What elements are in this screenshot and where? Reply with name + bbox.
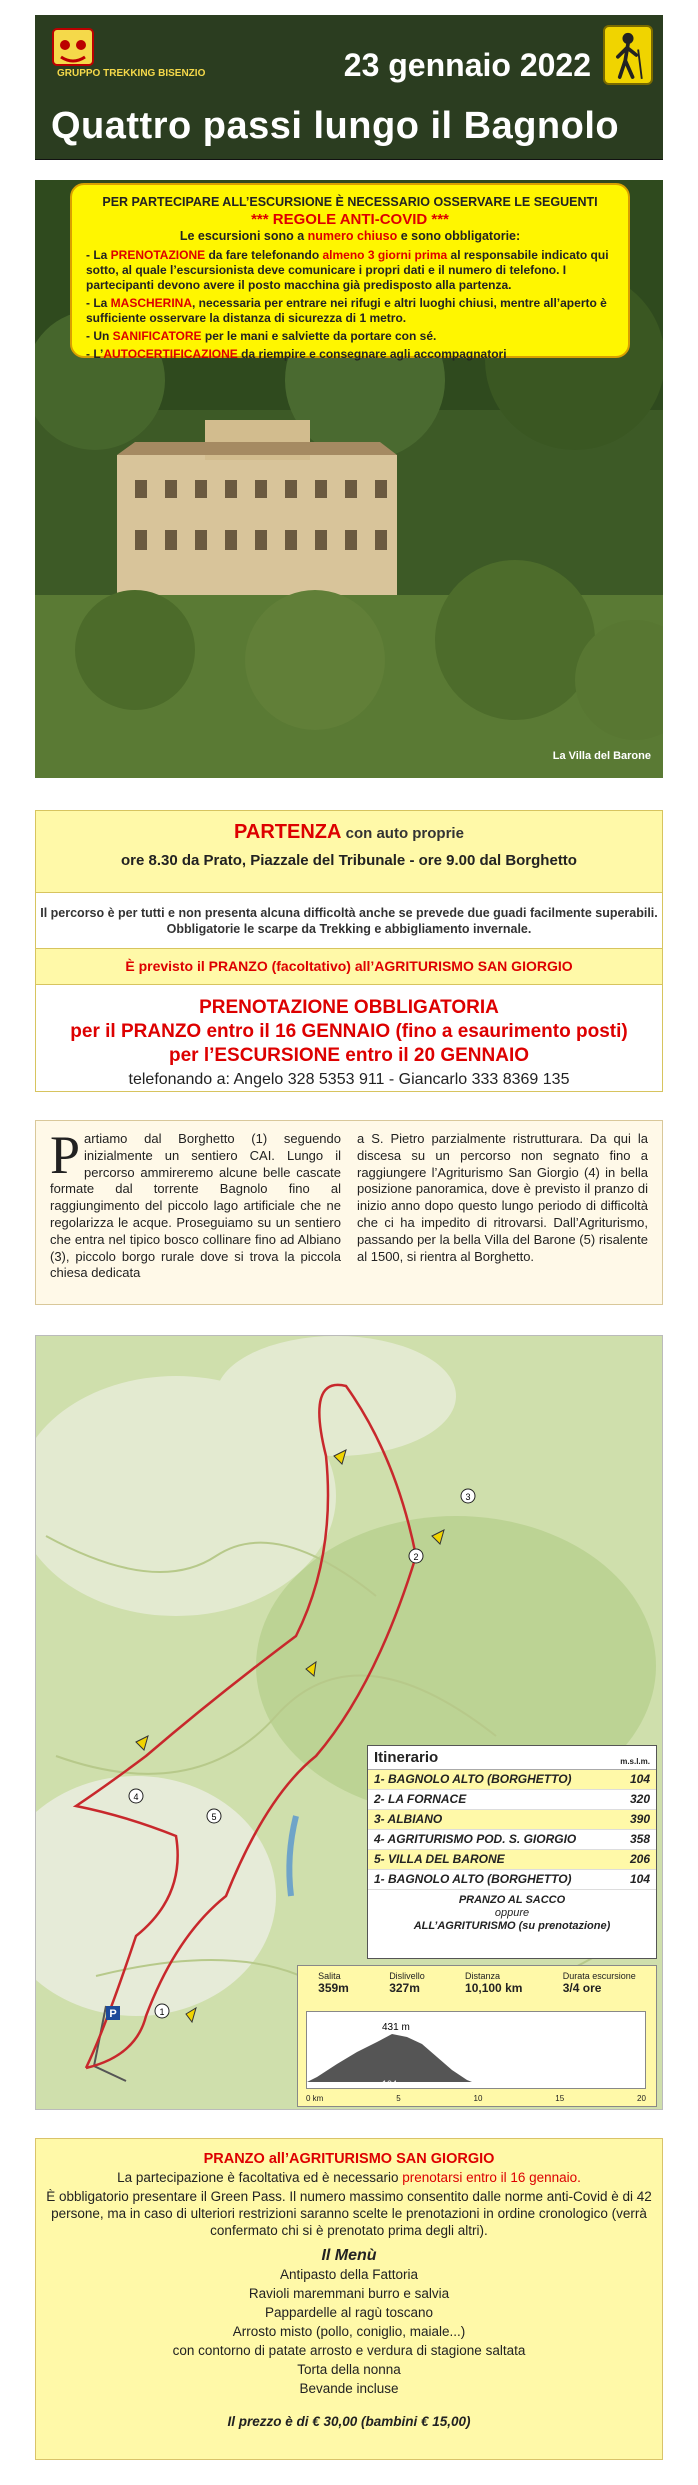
departure-label: PARTENZA [234,821,342,843]
itinerary-row: 5- VILLA DEL BARONE 206 [368,1850,656,1870]
itinerary-header: Itinerario m.s.l.m. [368,1746,656,1770]
header-banner [35,15,663,160]
event-date: 23 gennaio 2022 [343,47,591,83]
itinerary-row: 1- BAGNOLO ALTO (BORGHETTO) 104 [368,1770,656,1790]
map-label: 3 [465,1492,471,1502]
route-stats [298,1966,656,1995]
profile-ticks: 0 km 5 10 15 20 [306,2094,646,2103]
route-note: Il percorso è per tutti e non presenta alcuna difficoltà anche se prevede due guadi facilmente superabili. Obbligatorie le scarpe da Trekking e abbigliamento invernale. [36,893,662,949]
menu-item: Ravioli maremmani burro e salvia [248,2286,450,2301]
map-label: 5 [211,1812,217,1822]
menu-item: Antipasto della Fattoria [279,2267,419,2282]
covid-rule-item: - La PRENOTAZIONE da fare telefonando almeno 3 giorni prima al responsabile indicato qui sotto, al quale l’escursionista deve comunicare i propri dati e il numero di telefono. I partecipanti devono avere il posto macchina già predisposto alla partenza. [86,248,609,292]
route-description [35,1120,663,1305]
menu-item: con contorno di patate arrosto e verdura di stagione saltata [172,2343,526,2358]
group-logo-icon [43,23,103,73]
itinerary-table [367,1745,657,1959]
booking-hike-deadline: per l’ESCURSIONE entro il 20 GENNAIO [168,1045,530,1066]
covid-rules-box [70,183,630,361]
org-name: GRUPPO TREKKING BISENZIO [57,68,206,79]
itinerary-row: 4- AGRITURISMO POD. S. GIORGIO 358 [368,1830,656,1850]
itinerary-row: 3- ALBIANO 390 [368,1810,656,1830]
covid-rule-item: - L’AUTOCERTIFICAZIONE da riempire e consegnare agli accompagnatori [86,347,507,361]
departure-info [36,811,662,893]
lunch-title: PRANZO all’AGRITURISMO SAN GIORGIO [203,2151,495,2167]
profile-max-label: 431 m [382,2022,410,2033]
stat-distance: Distanza 10,100 km [465,1971,523,1995]
itinerary-row: 2- LA FORNACE 320 [368,1790,656,1810]
photo-caption: La Villa del Barone [552,750,651,762]
booking-info [36,985,662,1091]
covid-subtitle: Le escursioni sono a numero chiuso e sono obbligatorie: [179,229,521,243]
description-column-1: Partiamo dal Borghetto (1) seguendo inizialmente un sentiero CAI. Lungo il percorso ammireremo alcune belle cascate formate dal torrente Bagnolo fino al raggiungimento del piccolo lago artificiale che ne regolarizza le acque. Proseguiamo su un sentiero che entra nel tipico bosco collinare fino ad Albiano (3), piccolo borgo rurale dove si trova la piccola chiesa dedicata [50,1125,341,1281]
lunch-rules: È obbligatorio presentare il Green Pass. Il numero massimo consentito dalle norme anti-Covid è di 42 persone, ma in caso di ulteriori restrizioni saranno scelte le prenotazioni in ordine cronologico (verrà confermato chi si è prenotato prima degli altri). [46,2189,652,2238]
menu-item: Arrosto misto (pollo, coniglio, maiale...) [232,2324,466,2339]
menu-item: Pappardelle al ragù toscano [264,2305,434,2320]
itinerary-footer: PRANZO AL SACCO oppure ALL’AGRITURISMO (su prenotazione) [413,1894,611,1932]
profile-chart [306,2011,646,2089]
elevation-profile [297,1965,657,2107]
covid-rule-item: - La MASCHERINA, necessaria per entrare nei rifugi e altri luoghi chiusi, mentre all’aperto è sufficiente osservare la distanza di sicurezza di 1 metro. [86,296,607,325]
menu-price: Il prezzo è di € 30,00 (bambini € 15,00) [227,2414,471,2429]
covid-rules-title: *** REGOLE ANTI-COVID *** [251,211,449,228]
itinerary-row: 1- BAGNOLO ALTO (BORGHETTO) 104 [368,1870,656,1890]
lunch-box [35,2138,663,2460]
lunch-note: È previsto il PRANZO (facoltativo) all’AGRITURISMO SAN GIORGIO [36,949,662,985]
stat-duration: Durata escursione 3/4 ore [562,1971,636,1995]
lunch-booking: La partecipazione è facoltativa ed è necessario prenotarsi entro il 16 gennaio. [117,2170,581,2185]
departure-suffix: con auto proprie [341,825,464,842]
map-label: 4 [133,1792,139,1802]
stat-ascent: Salita 359m [318,1971,349,1995]
menu-title: Il Menù [321,2247,377,2264]
page-title: Quattro passi lungo il Bagnolo [51,105,620,147]
covid-heading: PER PARTECIPARE ALL’ESCURSIONE È NECESSARIO OSSERVARE LE SEGUENTI [102,195,598,209]
menu-item: Bevande incluse [299,2381,399,2396]
hiker-icon [603,25,653,85]
departure-box [35,810,663,1092]
map-label: 2 [413,1552,419,1562]
parking-icon: P [109,2008,117,2020]
booking-phone: telefonando a: Angelo 328 5353 911 - Giancarlo 333 8369 135 [128,1071,570,1088]
booking-lunch-deadline: per il PRANZO entro il 16 GENNAIO (fino a esaurimento posti) [70,1021,628,1042]
drop-cap: P [50,1125,81,1185]
description-column-2: a S. Pietro parzialmente ristrutturara. Da qui la discesa su un percorso non segnato fino a raggiungere l’Agriturismo San Giorgio (4) in bella posizione panoramica, dove è previsto il pranzo di inizio anno dopo questo lungo periodo di difficoltà che ci ha impedito di ritrovarsi. Dall’Agriturismo, passando per la bella Villa del Barone (5) risalente al 1500, si rientra al Borghetto. [357,1131,648,1264]
booking-title: PRENOTAZIONE OBBLIGATORIA [199,997,499,1018]
departure-times: ore 8.30 da Prato, Piazzale del Tribunale - ore 9.00 dal Borghetto [121,852,577,869]
covid-rule-item: - Un SANIFICATORE per le mani e salviette da portare con sé. [86,329,437,343]
profile-min-label: 104 m [382,2079,408,2089]
stat-elevation: Dislivello 327m [389,1971,425,1995]
map-label: 1 [159,2007,165,2017]
menu-item: Torta della nonna [297,2362,401,2377]
